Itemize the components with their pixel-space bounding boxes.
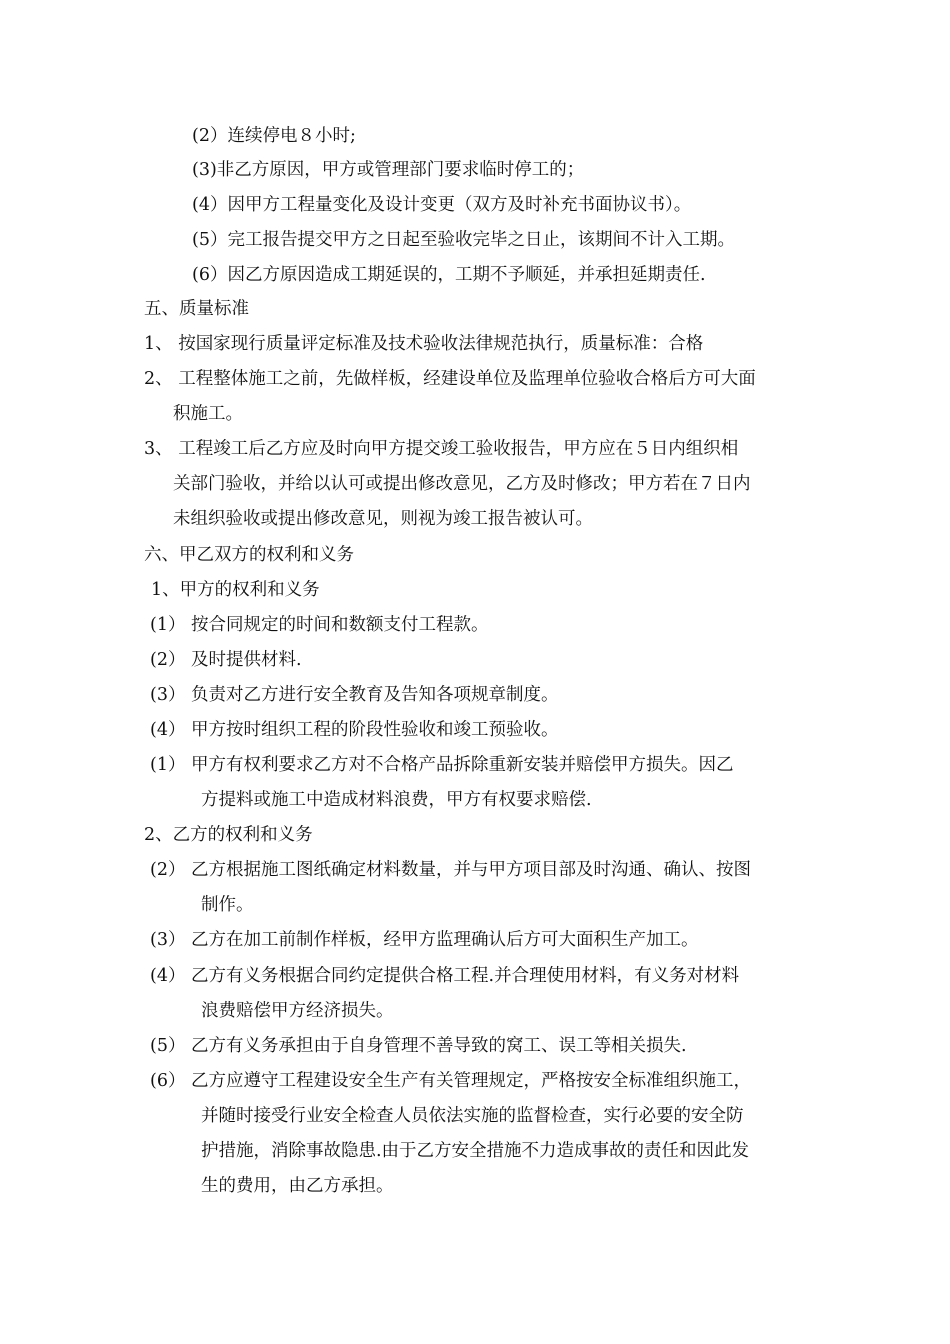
text-line: 浪费赔偿甲方经济损失。	[201, 1001, 394, 1021]
list-item: (4） 甲方按时组织工程的阶段性验收和竣工预验收。	[150, 720, 559, 740]
text-line: 1、 按国家现行质量评定标准及技术验收法律规范执行，质量标准：合格	[144, 334, 704, 354]
list-item: (6） 乙方应遵守工程建设安全生产有关管理规定，严格按安全标准组织施工，	[150, 1071, 752, 1091]
text-line: (5）完工报告提交甲方之日起至验收完毕之日止，该期间不计入工期。	[192, 230, 735, 250]
text-line: 并随时接受行业安全检查人员依法实施的监督检查，实行必要的安全防	[201, 1106, 744, 1126]
text-line: 护措施，消除事故隐患.由于乙方安全措施不力造成事故的责任和因此发	[201, 1141, 750, 1161]
list-item: (1） 甲方有权利要求乙方对不合格产品拆除重新安装并赔偿甲方损失。因乙	[150, 755, 734, 775]
text-line: 方提料或施工中造成材料浪费，甲方有权要求赔偿.	[201, 790, 592, 810]
list-item: (2） 及时提供材料.	[150, 650, 302, 670]
text-line: 未组织验收或提出修改意见，则视为竣工报告被认可。	[173, 509, 593, 529]
text-line: 制作。	[201, 895, 254, 915]
list-item: (3） 乙方在加工前制作样板，经甲方监理确认后方可大面积生产加工。	[150, 930, 699, 950]
text-line: 关部门验收，并给以认可或提出修改意见，乙方及时修改；甲方若在７日内	[173, 474, 751, 494]
text-line: (3)非乙方原因，甲方或管理部门要求临时停工的；	[192, 160, 585, 180]
list-item: (1） 按合同规定的时间和数额支付工程款。	[150, 615, 489, 635]
list-item: (3） 负责对乙方进行安全教育及告知各项规章制度。	[150, 685, 559, 705]
text-line: (2）连续停电８小时;	[192, 126, 356, 146]
text-line: 3、 工程竣工后乙方应及时向甲方提交竣工验收报告，甲方应在５日内组织相	[144, 439, 739, 459]
text-line: 2、 工程整体施工之前，先做样板，经建设单位及监理单位验收合格后方可大面	[144, 369, 756, 389]
text-line: (4）因甲方工程量变化及设计变更（双方及时补充书面协议书）。	[192, 195, 692, 215]
section-heading: 五、质量标准	[144, 299, 249, 319]
list-item: (2） 乙方根据施工图纸确定材料数量，并与甲方项目部及时沟通、确认、按图	[150, 860, 752, 880]
subsection-heading: 2、乙方的权利和义务	[144, 825, 313, 845]
section-heading: 六、甲乙双方的权利和义务	[144, 545, 354, 565]
text-line: 积施工。	[173, 404, 243, 424]
subsection-heading: 1、甲方的权利和义务	[151, 580, 320, 600]
text-line: 生的费用，由乙方承担。	[201, 1176, 394, 1196]
list-item: (5） 乙方有义务承担由于自身管理不善导致的窝工、误工等相关损失.	[150, 1036, 687, 1056]
list-item: (4） 乙方有义务根据合同约定提供合格工程.并合理使用材料，有义务对材料	[150, 966, 740, 986]
text-line: (6）因乙方原因造成工期延误的，工期不予顺延，并承担延期责任.	[192, 265, 706, 285]
